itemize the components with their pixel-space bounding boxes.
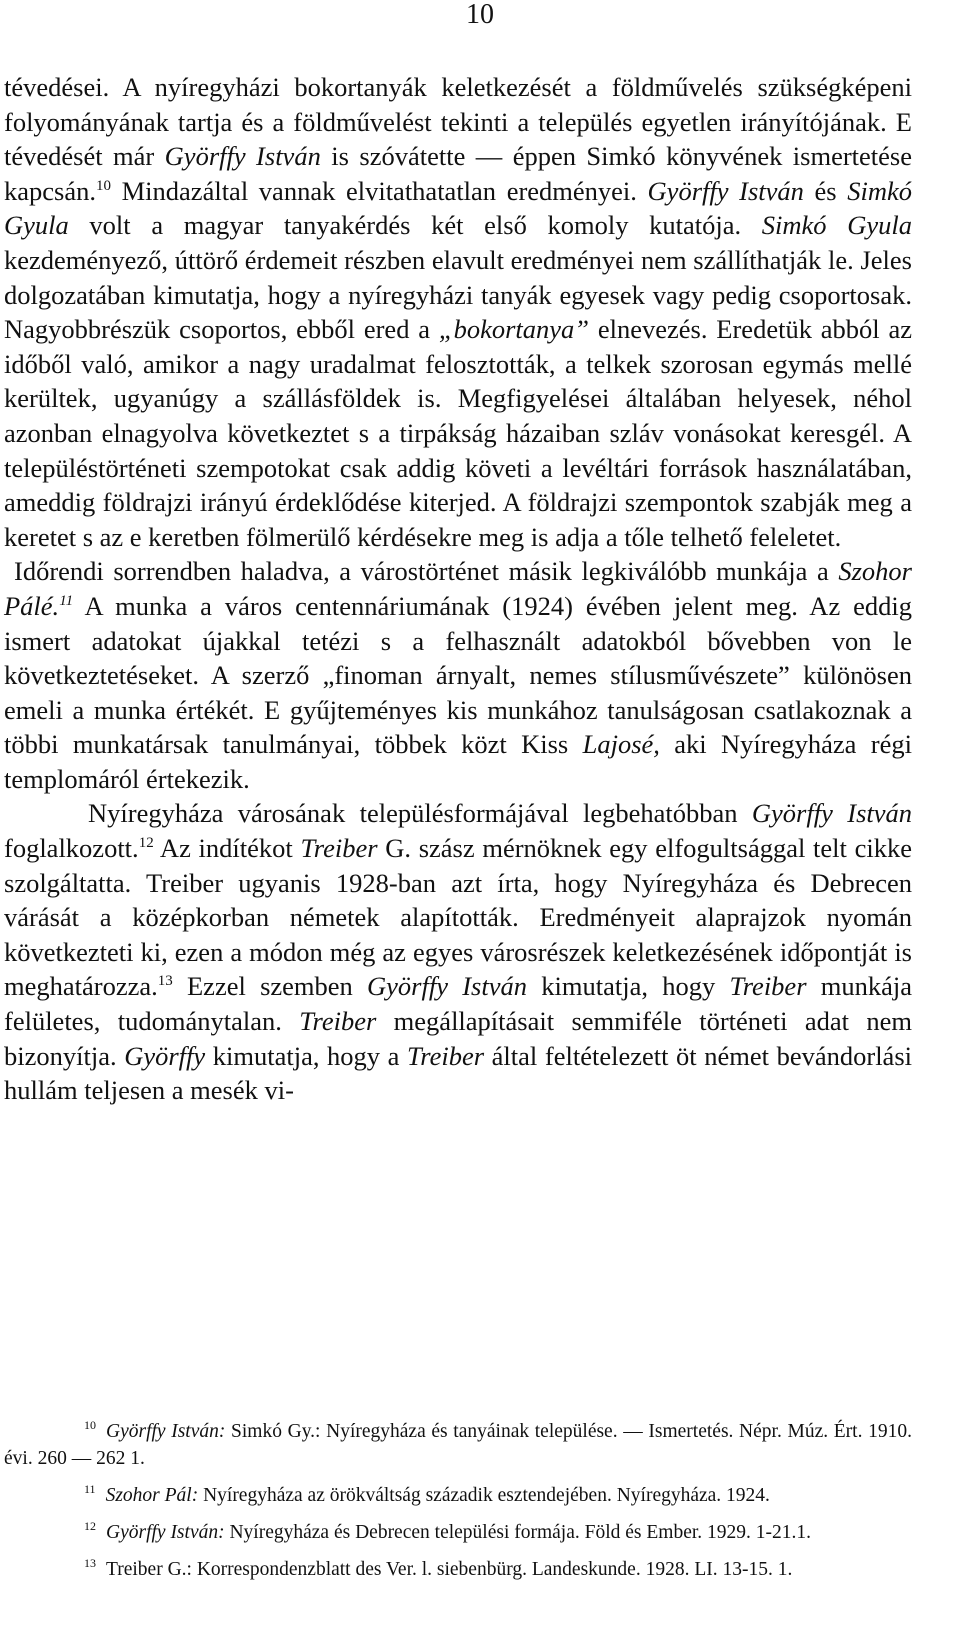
italic-text: Simkó Gyula xyxy=(4,175,912,241)
italic-text: Györffy István xyxy=(647,175,804,206)
footnote xyxy=(4,1482,912,1509)
italic-text: Györffy István xyxy=(751,798,913,829)
text-run: kimutatja, hogy xyxy=(527,971,730,1002)
text-run: Treiber G.: Korrespondenzblatt des Ver. l. siebenbürg. Landeskunde. 1928. LI. 13-15. 1. xyxy=(106,1559,793,1580)
footnote-reference: 12 xyxy=(138,835,154,852)
text-run: is szóvátette — éppen Simkó könyvének ismertetése kapcsán. xyxy=(4,141,912,206)
text-run: A munka a város centennáriumának (1924) évében jelent meg. Az eddig ismert adatokat újakkal tetézi s a felhasznált adatokból bővebben von le következtetéseket. A szerző „finoman árnyalt, nemes stílusművészete” különösen emeli a munka értékét. E gyűjteményes kis munkához tanulságosan csatlakoznak a többi munkatársak tanulmányai, többek közt Kiss xyxy=(4,590,912,760)
italic-text: Györffy xyxy=(124,1040,206,1071)
text-run: Nyíregyháza városának településformájával legbehatóbban xyxy=(88,798,752,829)
italic-text: Györffy István xyxy=(164,141,321,172)
footnote-reference: 13 xyxy=(157,973,173,990)
footnote-reference: 10 xyxy=(95,177,111,194)
page-number: 10 xyxy=(466,0,494,30)
body-text xyxy=(4,70,912,1108)
text-run: által feltételezett öt német bevándorlási hullám teljesen a mesék vi- xyxy=(4,1040,912,1106)
italic-text: Lajosé, xyxy=(582,729,660,760)
text-run: kimutatja, hogy a xyxy=(205,1040,408,1071)
italic-text: Treiber xyxy=(407,1040,485,1071)
italic-text: Györffy István xyxy=(367,971,527,1002)
footnote xyxy=(4,1519,912,1546)
paragraph xyxy=(4,796,912,1107)
footnote-number: 13 xyxy=(84,1556,96,1570)
italic-text: Treiber xyxy=(300,833,378,864)
footnote-number: 12 xyxy=(84,1519,96,1533)
italic-text: Treiber xyxy=(299,1006,377,1037)
text-run: kezdeményező, úttörő érdemeit részben elavult eredményei nem szállíthatják le. Jeles dolgozatában kimutatja, hogy a nyíregyházi tanyák egyesek vagy pedig csoportosak. Nagyobbrészük csoportos, ebből ered a xyxy=(4,244,912,345)
text-run: Nyíregyháza az örökváltság századik esztendejében. Nyíregyháza. 1924. xyxy=(198,1485,770,1506)
text-run: Ezzel szemben xyxy=(172,971,368,1002)
text-run: Időrendi sorrendben haladva, a várostörténet másik legkiválóbb munkája a xyxy=(14,556,839,587)
text-run: munkája felületes, tudománytalan. xyxy=(4,971,913,1037)
text-run: tévedései. A nyíregyházi bokortanyák keletkezését a földművelés szükségképeni folyományának tartja és a földművelést tekinti a település egyetlen irányítójának. E tévedését már xyxy=(4,72,912,172)
footnote xyxy=(4,1418,912,1472)
text-run: Simkó Gy.: Nyíregyháza és tanyáinak települése. — Ismertetés. Népr. Múz. Ért. 1910. évi. 260 — 262 1. xyxy=(4,1421,912,1469)
text-run: Az indítékot xyxy=(153,833,301,864)
footnotes xyxy=(4,1418,912,1593)
italic-text: Szohor Pálé. xyxy=(4,556,912,621)
paragraph xyxy=(4,70,912,554)
text-run: G. szász mérnöknek egy elfogultsággal telt cikke szolgáltatta. Treiber ugyanis 1928-ban azt írta, hogy Nyíregyháza és Debrecen várását a középkorban németek alapították. Eredményeit alaprajzok nyomán következteti ki, ezen a módon még az egyes városrészek keletkezésének időpontját is meghatározza. xyxy=(4,833,912,1002)
italic-text: „bokortanya” xyxy=(438,314,590,345)
text-run: és xyxy=(803,175,848,206)
text-run: Mindazáltal vannak elvitathatatlan eredményei. xyxy=(110,175,648,206)
text-run: volt a magyar tanyakérdés két első komoly kutatója. xyxy=(68,210,762,241)
footnote xyxy=(4,1556,912,1583)
footnote-number: 11 xyxy=(84,1482,96,1496)
text-run: elnevezés. Eredetük abból az időből való, amikor a nagy uradalmat felosztották, a telkek szorosan egymás mellé kerültek, ugyanúgy a szállásföldek is. Megfigyelései általában helyesek, néhol azonban elnagyolva következtet s a tirpákság házaiban szláv vonásokat keresgél. A településtörténeti szempotokat csak addig követi a levéltári források használatában, ameddig földrajzi irányú érdeklődése kiterjed. A földrajzi szempontok szabják meg a keretet s az e keretben fölmerülő kérdésekre meg is adja a tőle telhető feleletet. xyxy=(4,314,912,552)
italic-text: Treiber xyxy=(729,971,807,1002)
italic-text: Györffy István: xyxy=(106,1522,225,1543)
italic-text: Simkó Gyula xyxy=(761,210,912,241)
text-run: foglalkozott. xyxy=(4,833,139,864)
footnote-number: 10 xyxy=(84,1418,96,1432)
italic-text: Szohor Pál: xyxy=(105,1485,199,1506)
footnote-reference: 11 xyxy=(59,592,74,609)
text-run: aki Nyíregyháza régi templomáról értekezik. xyxy=(4,729,912,794)
paragraph xyxy=(4,554,912,796)
italic-text: Györffy István: xyxy=(106,1421,226,1442)
text-run: megállapításait semmiféle történeti adat nem bizonyítja. xyxy=(4,1006,913,1071)
text-run: Nyíregyháza és Debrecen települési formája. Föld és Ember. 1929. 1-21.1. xyxy=(224,1522,812,1543)
